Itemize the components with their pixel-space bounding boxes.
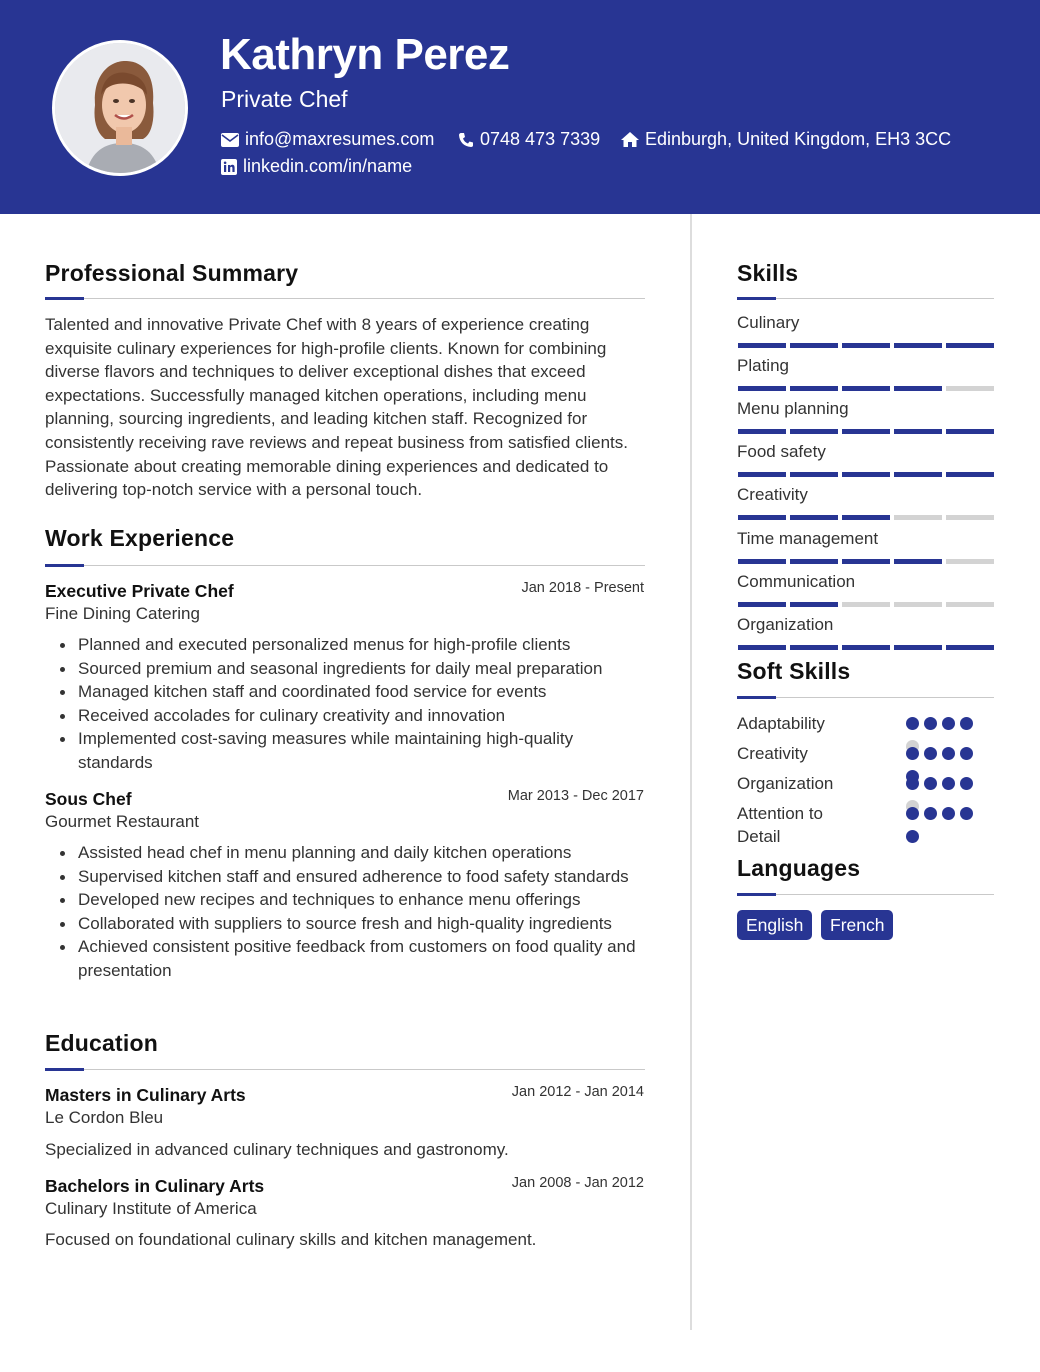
resume-header [0, 0, 1040, 214]
soft-skill-label: Attention to Detail [737, 804, 824, 847]
column-divider [690, 214, 692, 1330]
skills-rule [737, 298, 994, 299]
skill-level-bar [738, 429, 994, 434]
skill-level-segment [894, 515, 942, 520]
skill-label: Culinary [737, 313, 800, 332]
list-item: Implemented cost-saving measures while maintaining high-quality standards [45, 727, 645, 774]
skill-label: Plating [737, 356, 789, 376]
skill-label: Communication [737, 571, 856, 591]
list-item: Assisted head chef in menu planning and daily kitchen operations [45, 841, 645, 865]
skill-level-segment [842, 645, 890, 650]
education-dates: Jan 2008 - Jan 2012 [511, 1175, 644, 1191]
skill-level-bar [738, 386, 994, 391]
summary-text: Talented and innovative Private Chef with 8 years of experience creating exquisite culinary experiences for high-profile clients. Known for combining diverse flavors and techniques to deliver exceptional dishes that exceed expectations. Successfully managed kitchen operations, including menu planning, sourcing ingredients, and leading kitchen staff. Recognized for consistently receiving rave reviews and repeat business from satisfied clients. Passionate about creating memorable dining experiences and dedicated to delivering top-notch service with a personal touch. [45, 315, 628, 500]
skill-level-segment [738, 429, 786, 434]
skill-level-bar [738, 472, 994, 477]
list-item: Managed kitchen staff and coordinated food service for events [45, 680, 645, 704]
linkedin-icon [221, 159, 237, 175]
candidate-name: Kathryn Perez [220, 30, 510, 79]
skill-level-bar [738, 515, 994, 520]
education-dates: Jan 2012 - Jan 2014 [511, 1084, 644, 1100]
envelope-icon [221, 133, 239, 147]
list-item: Achieved consistent positive feedback from customers on food quality and presentation [45, 935, 645, 982]
skill-label: Time management [737, 528, 879, 548]
skill-level-segment [738, 602, 786, 607]
skill-level-segment [894, 645, 942, 650]
rating-dot [942, 717, 955, 730]
education-description: Specialized in advanced culinary techniques and gastronomy. [45, 1140, 509, 1159]
location-text: Edinburgh, United Kingdom, EH3 3CC [645, 129, 952, 149]
education-description: Focused on foundational culinary skills and kitchen management. [45, 1230, 537, 1249]
skill-level-segment [894, 602, 942, 607]
skill-level-segment [946, 645, 994, 650]
rating-dot [960, 717, 973, 730]
email-contact[interactable] [221, 129, 434, 150]
rating-dot [960, 777, 973, 790]
soft-skills-heading: Soft Skills [737, 658, 851, 684]
skill-level-segment [790, 429, 838, 434]
skill-level-segment [842, 472, 890, 477]
list-item: Collaborated with suppliers to source fresh and high-quality ingredients [45, 912, 645, 936]
job-bullets [45, 633, 645, 775]
skill-level-segment [946, 602, 994, 607]
list-item: Developed new recipes and techniques to enhance menu offerings [45, 888, 645, 912]
summary-rule [45, 298, 645, 299]
rating-dot [942, 807, 955, 820]
rating-dot [906, 777, 919, 790]
skill-label: Food safety [737, 442, 826, 462]
languages-heading: Languages [737, 855, 861, 881]
skill-level-segment [790, 645, 838, 650]
summary-heading: Professional Summary [45, 260, 299, 286]
job-bullets [45, 841, 645, 983]
rating-dot [924, 807, 937, 820]
skill-level-segment [790, 515, 838, 520]
job-company: Fine Dining Catering [45, 604, 200, 623]
rating-dot [960, 747, 973, 760]
rating-dot [906, 747, 919, 760]
rating-dot [960, 807, 973, 820]
skill-label: Creativity [737, 485, 808, 505]
skill-level-segment [738, 343, 786, 348]
skill-level-bar [738, 343, 994, 348]
skill-level-segment [894, 429, 942, 434]
rating-dot [906, 717, 919, 730]
skill-level-segment [842, 515, 890, 520]
skill-level-segment [790, 472, 838, 477]
education-degree: Masters in Culinary Arts [45, 1085, 246, 1105]
skill-level-segment [946, 515, 994, 520]
skill-level-segment [946, 559, 994, 564]
rating-dot [942, 747, 955, 760]
soft-skill-label: Organization [737, 774, 834, 793]
skill-level-segment [946, 472, 994, 477]
soft-skill-label: Creativity [737, 744, 808, 763]
skill-level-segment [790, 343, 838, 348]
avatar-image [55, 43, 188, 176]
skill-level-segment [738, 645, 786, 650]
soft-skills-rule [737, 697, 994, 698]
profile-photo [52, 40, 188, 176]
skill-level-segment [946, 386, 994, 391]
skill-label: Menu planning [737, 399, 849, 419]
education-rule [45, 1069, 645, 1070]
experience-heading: Work Experience [45, 525, 235, 551]
skill-level-segment [842, 429, 890, 434]
skill-level-segment [738, 472, 786, 477]
job-company: Gourmet Restaurant [45, 812, 200, 831]
list-item: Planned and executed personalized menus for high-profile clients [45, 633, 645, 657]
phone-text[interactable]: 0748 473 7339 [480, 129, 601, 149]
skill-level-segment [738, 559, 786, 564]
skills-heading: Skills [737, 260, 799, 286]
skill-level-segment [894, 386, 942, 391]
job-dates: Mar 2013 - Dec 2017 [507, 788, 644, 804]
job-role: Executive Private Chef [45, 581, 234, 601]
location-contact [621, 129, 951, 150]
skill-level-segment [790, 559, 838, 564]
skill-level-segment [790, 386, 838, 391]
education-school: Culinary Institute of America [45, 1199, 257, 1218]
education-degree: Bachelors in Culinary Arts [45, 1176, 265, 1196]
language-badge: French [821, 910, 893, 940]
candidate-title: Private Chef [221, 86, 348, 112]
skill-level-segment [894, 472, 942, 477]
skill-level-segment [842, 343, 890, 348]
skill-level-segment [842, 559, 890, 564]
skill-level-segment [894, 559, 942, 564]
linkedin-contact[interactable] [221, 156, 412, 177]
soft-skill-label: Adaptability [737, 714, 825, 733]
skill-level-segment [738, 515, 786, 520]
phone-contact[interactable] [458, 129, 600, 150]
phone-icon [458, 132, 474, 148]
skill-label: Organization [737, 614, 834, 634]
skill-level-segment [842, 602, 890, 607]
rating-dot [906, 830, 919, 843]
rating-dot [906, 807, 919, 820]
linkedin-text[interactable]: linkedin.com/in/name [243, 156, 413, 176]
skill-level-bar [738, 559, 994, 564]
rating-dot [942, 777, 955, 790]
experience-rule [45, 565, 645, 566]
education-heading: Education [45, 1030, 158, 1056]
list-item: Sourced premium and seasonal ingredients for daily meal preparation [45, 657, 645, 681]
skill-level-segment [946, 429, 994, 434]
job-role: Sous Chef [45, 789, 132, 809]
skill-level-segment [738, 386, 786, 391]
job-dates: Jan 2018 - Present [521, 580, 644, 596]
list-item: Received accolades for culinary creativity and innovation [45, 704, 645, 728]
rating-dot [924, 747, 937, 760]
email-text[interactable]: info@maxresumes.com [245, 129, 435, 149]
skill-level-bar [738, 602, 994, 607]
language-badge: English [737, 910, 812, 940]
rating-dot [924, 777, 937, 790]
skill-level-bar [738, 645, 994, 650]
home-icon [621, 132, 639, 147]
rating-dot [924, 717, 937, 730]
skill-level-segment [790, 602, 838, 607]
skill-level-segment [894, 343, 942, 348]
skill-level-segment [842, 386, 890, 391]
list-item: Supervised kitchen staff and ensured adherence to food safety standards [45, 865, 645, 889]
languages-rule [737, 894, 994, 895]
skill-level-segment [946, 343, 994, 348]
education-school: Le Cordon Bleu [45, 1108, 164, 1127]
